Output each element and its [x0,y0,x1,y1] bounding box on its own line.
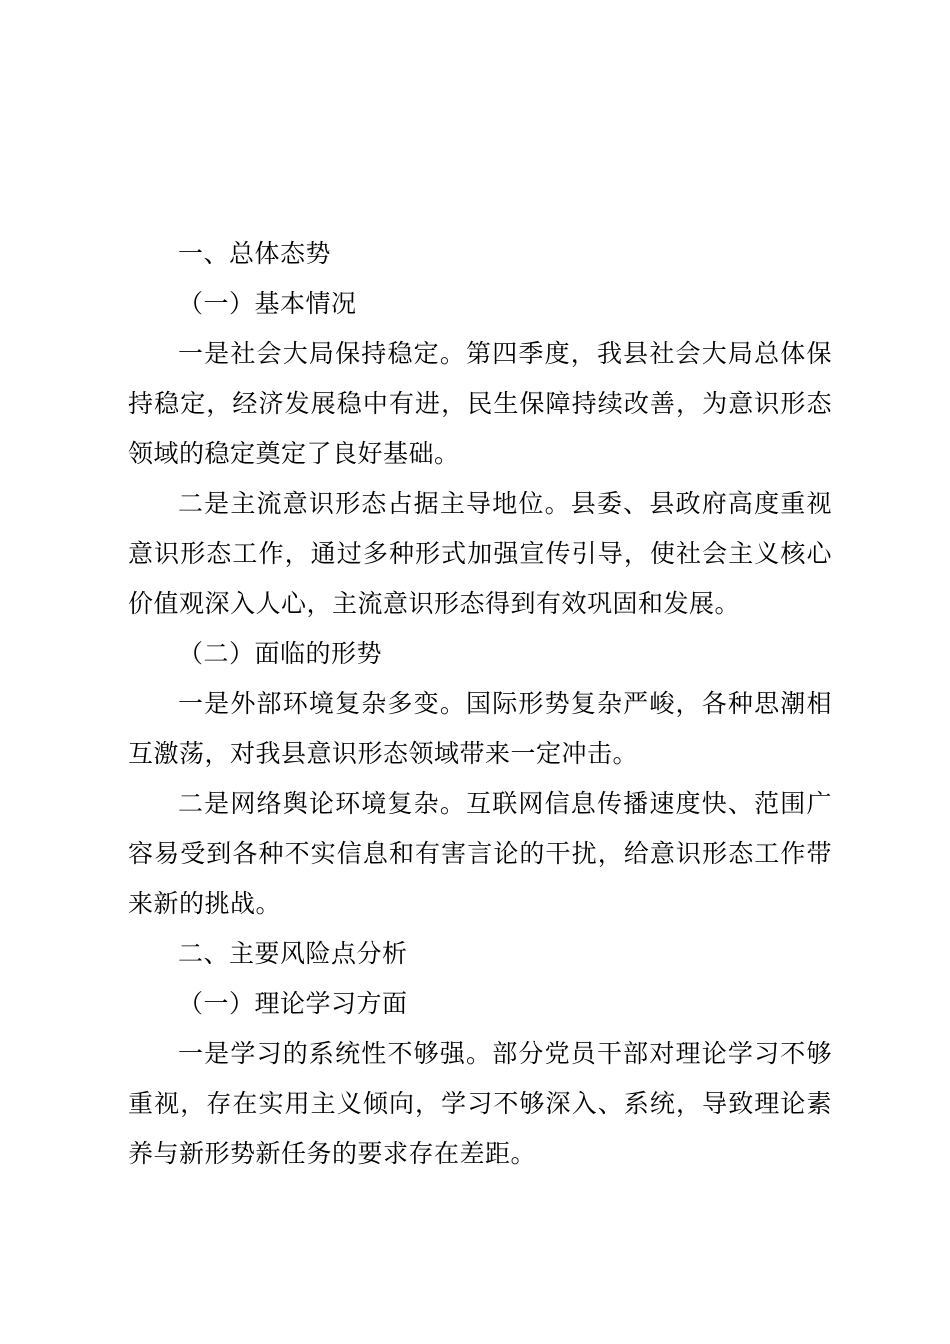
subsection-heading: （二）面临的形势 [178,639,383,668]
paragraph: 二是网络舆论环境复杂。互联网信息传播速度快、范围广容易受到各种不实信息和有害言论的干扰，给意识形态工作带来新的挑战。 [128,789,832,918]
subsection-heading: （一）理论学习方面 [178,989,408,1018]
section-heading: 二、主要风险点分析 [178,939,408,968]
paragraph: 一是社会大局保持稳定。第四季度，我县社会大局总体保持稳定，经济发展稳中有进，民生保障持续改善，为意识形态领域的稳定奠定了良好基础。 [128,339,832,468]
subsection-heading: （一）基本情况 [178,289,357,318]
section-heading: 一、总体态势 [178,239,332,268]
paragraph: 一是外部环境复杂多变。国际形势复杂严峻，各种思潮相互激荡，对我县意识形态领域带来一定冲击。 [128,689,832,768]
paragraph: 一是学习的系统性不够强。部分党员干部对理论学习不够重视，存在实用主义倾向，学习不够深入、系统，导致理论素养与新形势新任务的要求存在差距。 [128,1039,832,1168]
paragraph: 二是主流意识形态占据主导地位。县委、县政府高度重视意识形态工作，通过多种形式加强宣传引导，使社会主义核心价值观深入人心，主流意识形态得到有效巩固和发展。 [128,489,832,618]
document-body [128,229,832,1179]
